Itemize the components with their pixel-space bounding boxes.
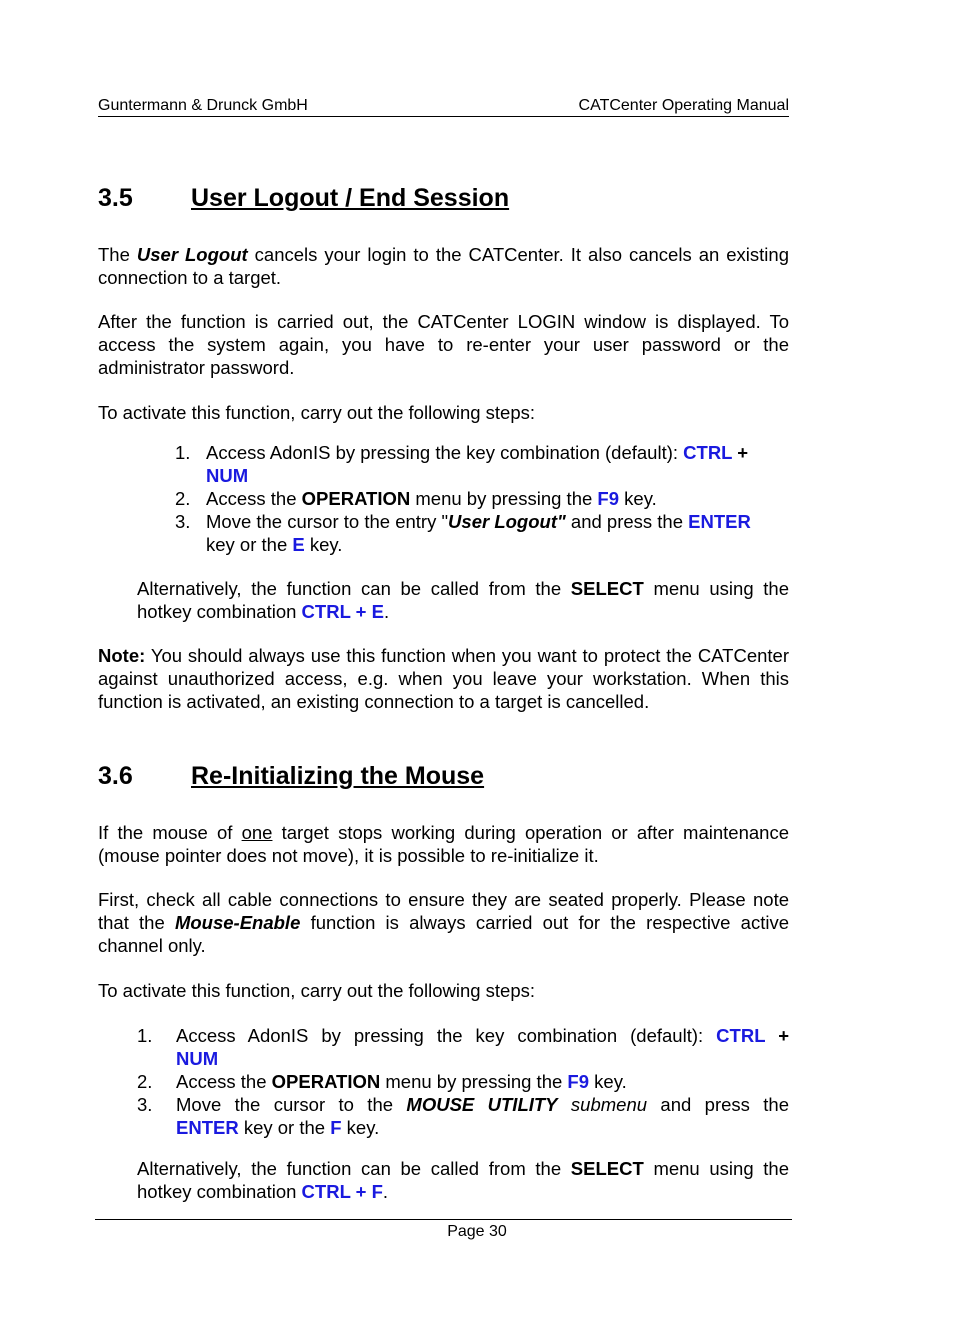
section-number: 3.5	[98, 184, 133, 212]
note-label: Note:	[98, 645, 146, 666]
paragraph-activate-steps: To activate this function, carry out the following steps:	[98, 402, 536, 423]
section-heading-3-5	[98, 183, 789, 213]
page-number: Page 30	[447, 1223, 507, 1240]
header-company: Guntermann & Drunck GmbH	[98, 97, 308, 114]
page-header	[98, 96, 789, 117]
header-manual-title: CATCenter Operating Manual	[578, 97, 789, 114]
paragraph-user-logout: The User Logout cancels your login to the CATCenter. It also cancels an existing connection to a target.	[98, 244, 789, 288]
section-number: 3.6	[98, 762, 133, 790]
paragraph-alternative: Alternatively, the function can be called from the SELECT menu using the hotkey combination CTRL + E.	[137, 578, 789, 622]
term-user-logout: User Logout	[136, 244, 248, 265]
list-item: 2. Access the OPERATION menu by pressing the F9 key.	[175, 488, 657, 509]
list-item: 1. Access AdonIS by pressing the key combination (default): CTRL + NUM	[175, 442, 749, 486]
term-mouse-enable: Mouse-Enable	[174, 912, 301, 933]
footer-divider	[95, 1219, 792, 1220]
paragraph-after-function: After the function is carried out, the CATCenter LOGIN window is displayed. To access the system again, you have to re-enter your user password or the administrator password.	[98, 311, 789, 378]
list-item: 3. Move the cursor to the entry "User Logout" and press the ENTER key or the E key.	[175, 511, 751, 555]
list-item: 2. Access the OPERATION menu by pressing the F9 key.	[137, 1071, 627, 1092]
section-title: User Logout / End Session	[191, 184, 510, 212]
paragraph-alternative: Alternatively, the function can be called from the SELECT menu using the hotkey combination CTRL + F.	[137, 1158, 789, 1202]
paragraph-activate-steps: To activate this function, carry out the following steps:	[98, 980, 536, 1001]
paragraph-note: Note: You should always use this function when you want to protect the CATCenter against unauthorized access, e.g. when you leave your workstation. When this function is activated, an existing connection to a target is cancelled.	[98, 645, 789, 712]
list-item: 1. Access AdonIS by pressing the key combination (default): CTRL + NUM	[137, 1025, 789, 1069]
paragraph-check-cables: First, check all cable connections to ensure they are seated properly. Please note that the Mouse-Enable function is always carried out for the respective active channel only.	[98, 889, 789, 956]
section-title: Re-Initializing the Mouse	[191, 762, 485, 790]
section-heading-3-6	[98, 761, 789, 791]
list-item: 3. Move the cursor to the MOUSE UTILITY submenu and press the ENTER key or the F key.	[137, 1094, 789, 1138]
paragraph-mouse-stops: If the mouse of one target stops working during operation or after maintenance (mouse pointer does not move), it is possible to re-initialize it.	[98, 822, 789, 866]
